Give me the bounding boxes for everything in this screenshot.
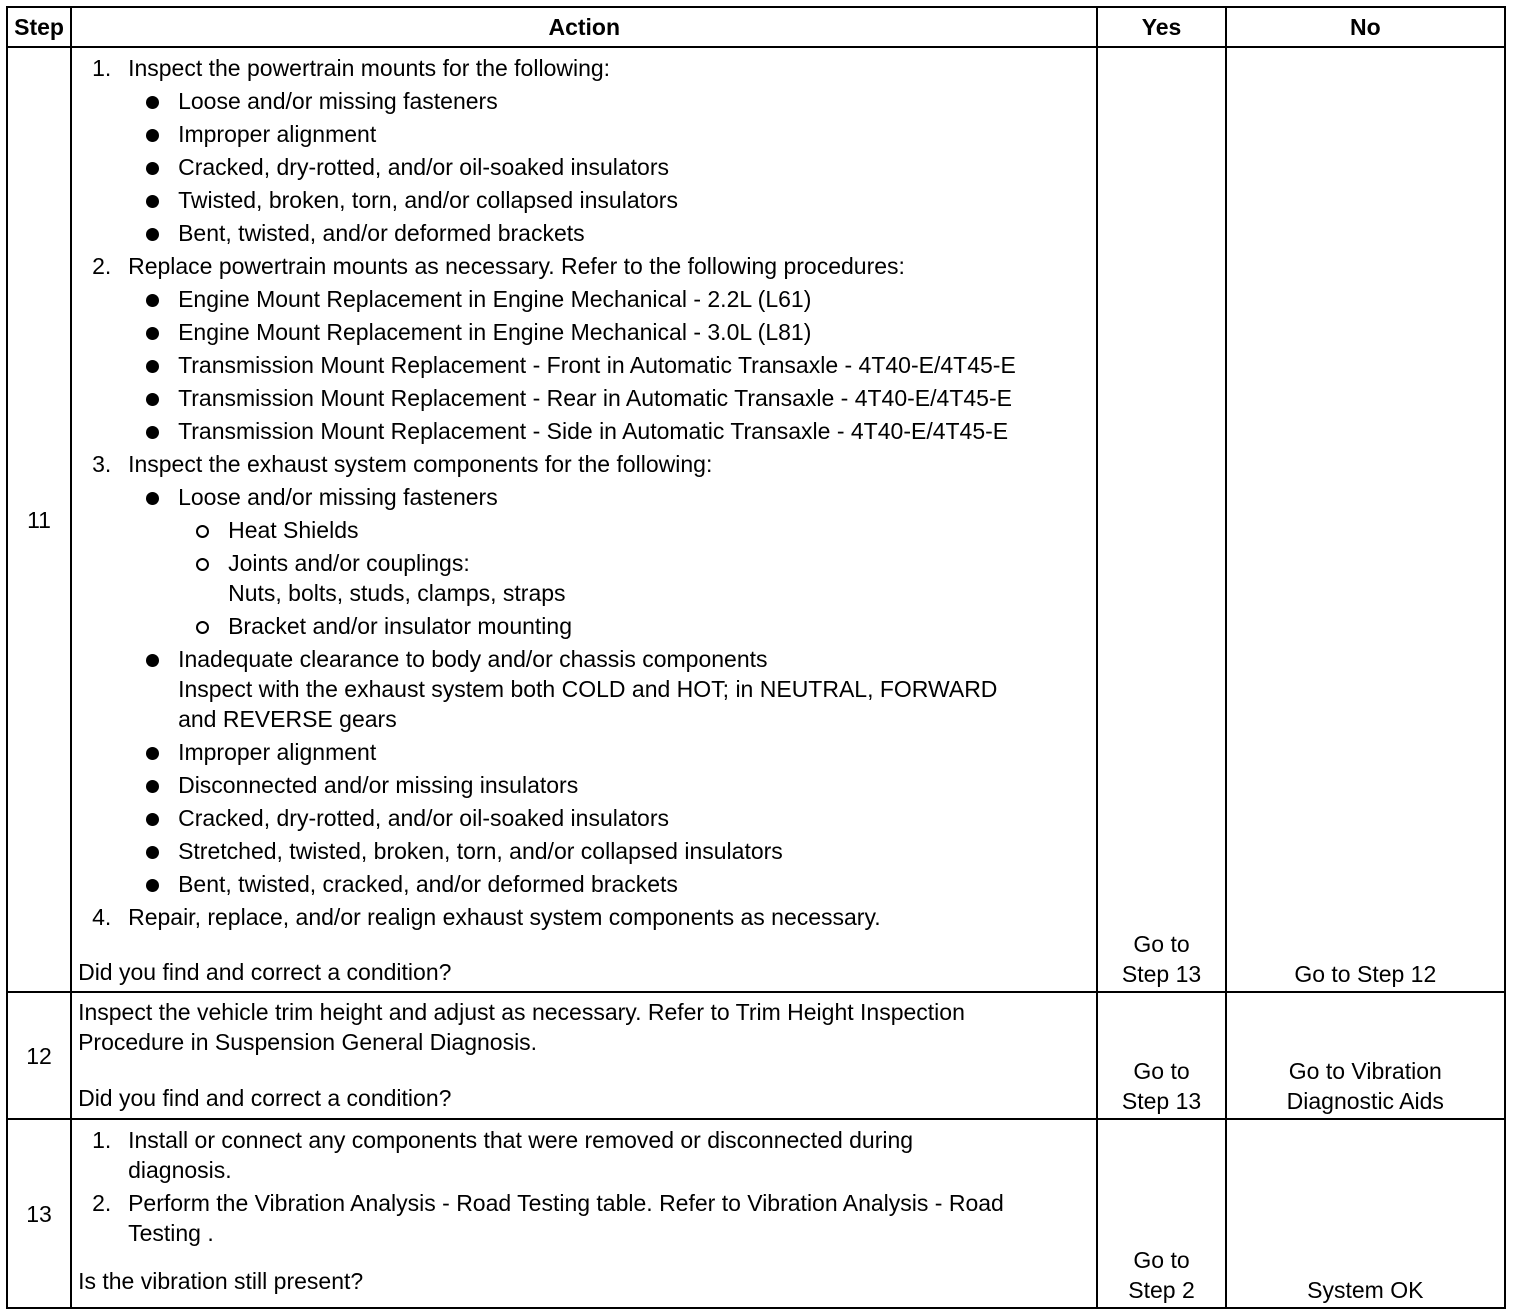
step-column-header: Step — [7, 7, 71, 47]
item-text: Inspect the powertrain mounts for the following: — [128, 55, 611, 81]
yes-line: Step 2 — [1128, 1277, 1195, 1303]
yes-line: Go to — [1133, 931, 1190, 957]
bullet-item: Bent, twisted, and/or deformed brackets — [78, 218, 1096, 248]
bullet-item: Transmission Mount Replacement - Side in Automatic Transaxle - 4T40-E/4T45-E — [78, 416, 1096, 446]
bullet-item: Cracked, dry-rotted, and/or oil-soaked insulators — [78, 803, 1096, 833]
no-line: System OK — [1307, 1277, 1424, 1303]
bullet-line: and REVERSE gears — [178, 706, 397, 732]
diagnostic-steps-table — [6, 6, 1506, 1309]
item-line: Perform the Vibration Analysis - Road Testing table. Refer to Vibration Analysis - Road — [128, 1190, 1004, 1216]
item-number: 1. — [92, 1127, 112, 1153]
step-row-13 — [7, 1119, 1505, 1308]
action-line: Inspect the vehicle trim height and adjust as necessary. Refer to Trim Height Inspection — [78, 999, 965, 1025]
yes-cell — [1097, 1119, 1225, 1308]
numbered-item — [78, 1125, 1096, 1185]
action-cell — [71, 992, 1097, 1119]
no-cell — [1226, 992, 1505, 1119]
item-text: Inspect the exhaust system components for the following: — [128, 451, 713, 477]
item-text: Replace powertrain mounts as necessary. Refer to the following procedures: — [128, 253, 905, 279]
numbered-item — [78, 251, 1096, 281]
bullet-item: Improper alignment — [78, 737, 1096, 767]
bullet-item: Loose and/or missing fasteners — [78, 482, 1096, 512]
sub-bullet-line: Joints and/or couplings: — [228, 550, 470, 576]
item-line: Testing . — [128, 1220, 214, 1246]
item-number: 1. — [92, 55, 112, 81]
item-text: Repair, replace, and/or realign exhaust system components as necessary. — [128, 904, 881, 930]
sub-bullet-item: Heat Shields — [78, 515, 1096, 545]
step-row-12 — [7, 992, 1505, 1119]
bullet-item: Engine Mount Replacement in Engine Mechanical - 3.0L (L81) — [78, 317, 1096, 347]
bullet-item: Improper alignment — [78, 119, 1096, 149]
step-number: 12 — [7, 992, 71, 1119]
yes-line: Step 13 — [1121, 961, 1202, 987]
bullet-item: Transmission Mount Replacement - Front in Automatic Transaxle - 4T40-E/4T45-E — [78, 350, 1096, 380]
bullet-item: Transmission Mount Replacement - Rear in Automatic Transaxle - 4T40-E/4T45-E — [78, 383, 1096, 413]
no-cell — [1226, 47, 1505, 992]
bullet-item: Stretched, twisted, broken, torn, and/or collapsed insulators — [78, 836, 1096, 866]
bullet-line: Inadequate clearance to body and/or chassis components — [178, 646, 768, 672]
no-cell — [1226, 1119, 1505, 1308]
no-line: Go to Vibration — [1288, 1058, 1442, 1084]
item-number: 2. — [92, 1190, 112, 1216]
yes-cell — [1097, 47, 1225, 992]
question-text: Did you find and correct a condition? — [78, 959, 452, 985]
yes-cell — [1097, 992, 1225, 1119]
bullet-item: Bent, twisted, cracked, and/or deformed brackets — [78, 869, 1096, 899]
step-row-11 — [7, 47, 1505, 992]
sub-bullet-item — [78, 548, 1096, 608]
question-text: Is the vibration still present? — [78, 1268, 364, 1294]
item-number: 2. — [92, 253, 112, 279]
no-line: Diagnostic Aids — [1286, 1088, 1444, 1114]
numbered-item — [78, 53, 1096, 83]
action-cell — [71, 47, 1097, 992]
action-cell — [71, 1119, 1097, 1308]
step-number: 11 — [7, 47, 71, 992]
bullet-item: Loose and/or missing fasteners — [78, 86, 1096, 116]
bullet-item: Twisted, broken, torn, and/or collapsed insulators — [78, 185, 1096, 215]
bullet-item: Cracked, dry-rotted, and/or oil-soaked insulators — [78, 152, 1096, 182]
item-line: diagnosis. — [128, 1157, 232, 1183]
step-number: 13 — [7, 1119, 71, 1308]
no-line: Go to Step 12 — [1294, 961, 1437, 987]
item-number: 3. — [92, 451, 112, 477]
question-text: Did you find and correct a condition? — [78, 1085, 452, 1111]
bullet-item: Disconnected and/or missing insulators — [78, 770, 1096, 800]
no-column-header: No — [1226, 7, 1505, 47]
item-number: 4. — [92, 904, 112, 930]
yes-line: Go to — [1133, 1247, 1190, 1273]
yes-line: Step 13 — [1121, 1088, 1202, 1114]
sub-bullet-item: Bracket and/or insulator mounting — [78, 611, 1096, 641]
header-row — [7, 7, 1505, 47]
yes-line: Go to — [1133, 1058, 1190, 1084]
numbered-item — [78, 449, 1096, 479]
action-line: Procedure in Suspension General Diagnosis. — [78, 1029, 538, 1055]
numbered-item — [78, 902, 1096, 932]
bullet-item: Engine Mount Replacement in Engine Mechanical - 2.2L (L61) — [78, 284, 1096, 314]
sub-bullet-line: Nuts, bolts, studs, clamps, straps — [228, 580, 566, 606]
action-column-header: Action — [71, 7, 1097, 47]
yes-column-header: Yes — [1097, 7, 1225, 47]
bullet-line: Inspect with the exhaust system both COLD and HOT; in NEUTRAL, FORWARD — [178, 676, 998, 702]
bullet-item — [78, 644, 1096, 734]
item-line: Install or connect any components that were removed or disconnected during — [128, 1127, 914, 1153]
numbered-item — [78, 1188, 1096, 1248]
